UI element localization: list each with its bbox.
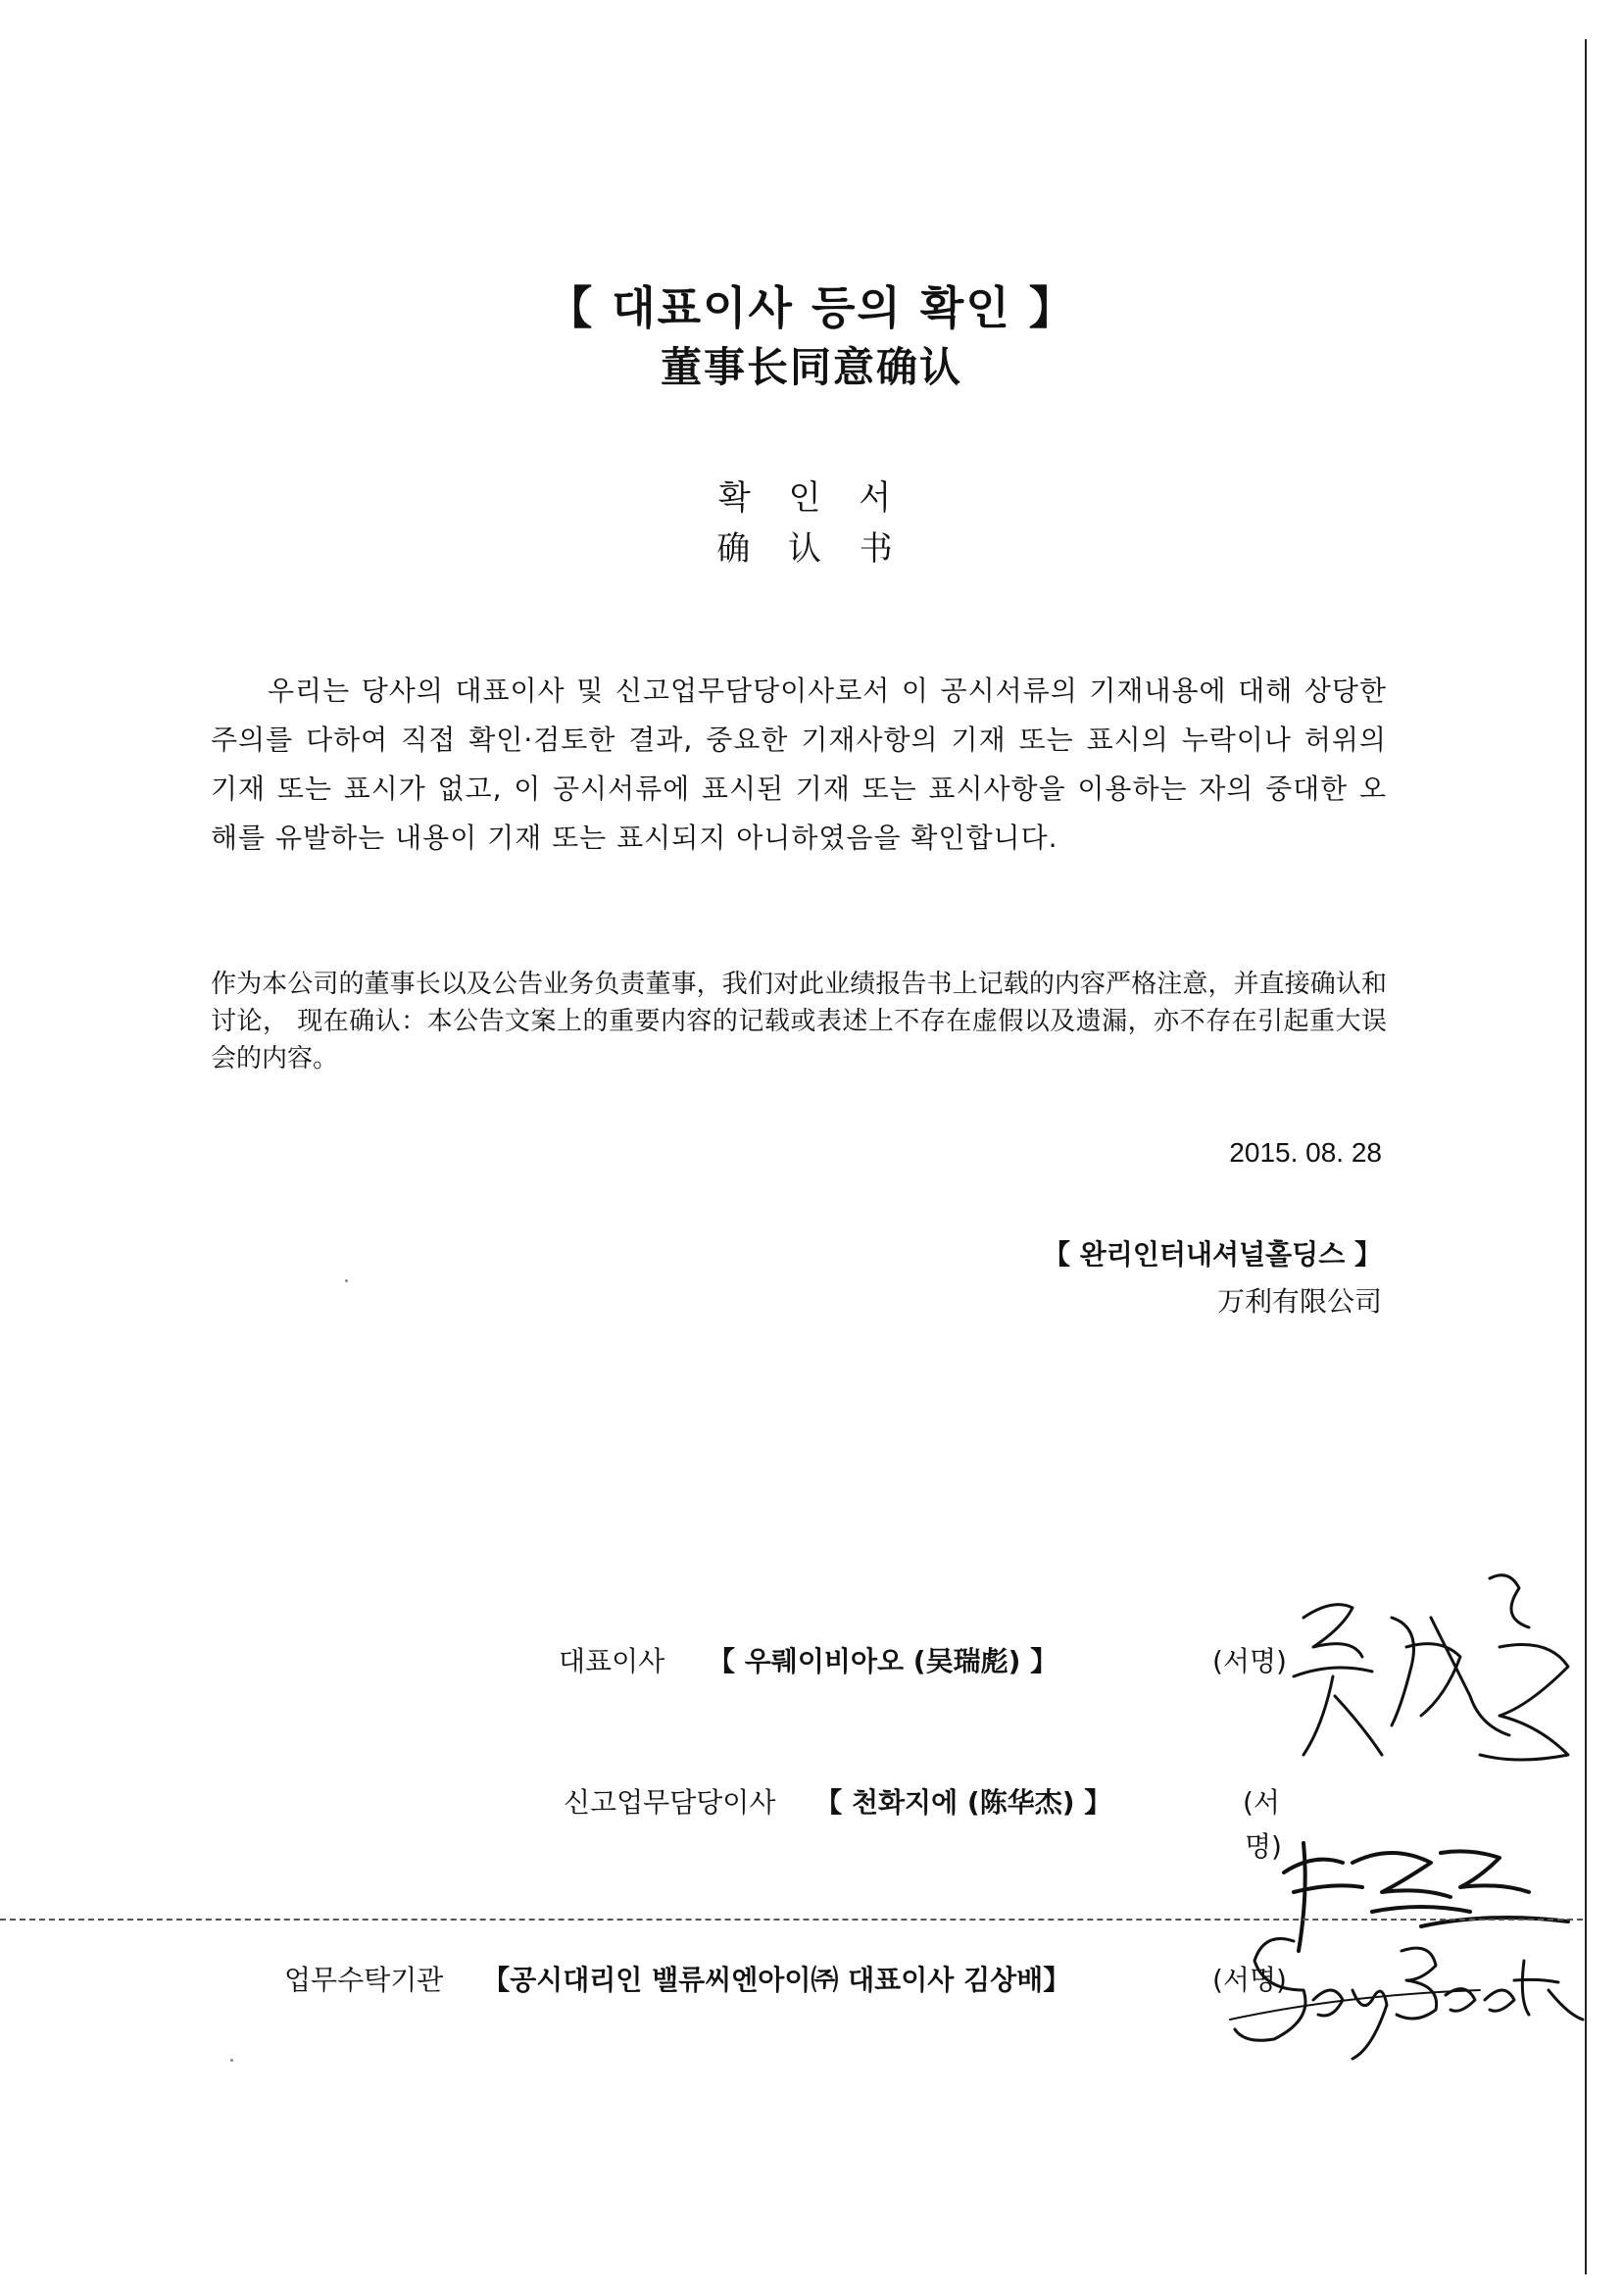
signatory-director-sign-label-2: 명) [1245, 1830, 1282, 1863]
signatory-agent-role: 업무수탁기관 [284, 1964, 444, 1996]
signatory-director-sign-label-1: (서 [1243, 1786, 1280, 1819]
signature-ceo [1274, 1559, 1588, 1784]
document-date: 2015. 08. 28 [1229, 1137, 1382, 1168]
title-chinese: 董事长同意确认 [660, 343, 962, 391]
signatory-director-name: 【 천화지에 (陈华杰) 】 [814, 1786, 1112, 1819]
signatory-ceo-name: 【 우뤠이비아오 (吴瑞彪) 】 [708, 1645, 1058, 1677]
dashed-separator [0, 1919, 1583, 1921]
signatory-director-role: 신고업무담당이사 [564, 1786, 776, 1819]
signatory-agent-row [284, 1959, 1070, 1998]
confirmation-paragraph-korean: 우리는 당사의 대표이사 및 신고업무담당이사로서 이 공시서류의 기재내용에 대해 상당한 주의를 다하여 직접 확인·검토한 결과, 중요한 기재사항의 기재 또는 표시의 누락이나 허위의 기재 또는 표시가 없고, 이 공시서류에 표시된 기재 또는 표시사항을 이용하는 자의 중대한 오해를 유발하는 내용이 기재 또는 표시되지 아니하였음을 확인합니다. [211, 674, 1387, 854]
company-name-chinese: 万利有限公司 [1216, 1285, 1382, 1318]
subtitle-korean: 확 인 서 [717, 478, 906, 518]
subtitle-chinese: 确 认 书 [716, 529, 907, 569]
signatory-ceo-row [559, 1640, 1057, 1679]
scan-speck [230, 2059, 233, 2062]
signatory-ceo-role: 대표이사 [559, 1645, 665, 1677]
confirmation-paragraph-chinese: 作为本公司的董事长以及公告业务负责董事，我们对此业绩报告书上记载的内容严格注意，并直接确认和讨论， 现在确认：本公告文案上的重要内容的记载或表述上不存在虚假以及遗漏，亦不存在引起重大误会的内容。 [211, 970, 1387, 1073]
company-name-korean: 【 완리인터내셔널홀딩스 】 [1043, 1238, 1382, 1271]
signature-agent [1225, 1922, 1588, 2069]
signatory-director-row [564, 1781, 1111, 1821]
scan-speck [345, 1279, 348, 1282]
signatory-agent-sign-label: (서명) [1212, 1964, 1287, 1996]
signatory-agent-name: 【공시대리인 밸류씨엔아이㈜ 대표이사 김상배】 [482, 1964, 1071, 1996]
title-korean: 【 대표이사 등의 확인 】 [547, 281, 1076, 334]
signatory-ceo-sign-label: (서명) [1212, 1645, 1287, 1677]
